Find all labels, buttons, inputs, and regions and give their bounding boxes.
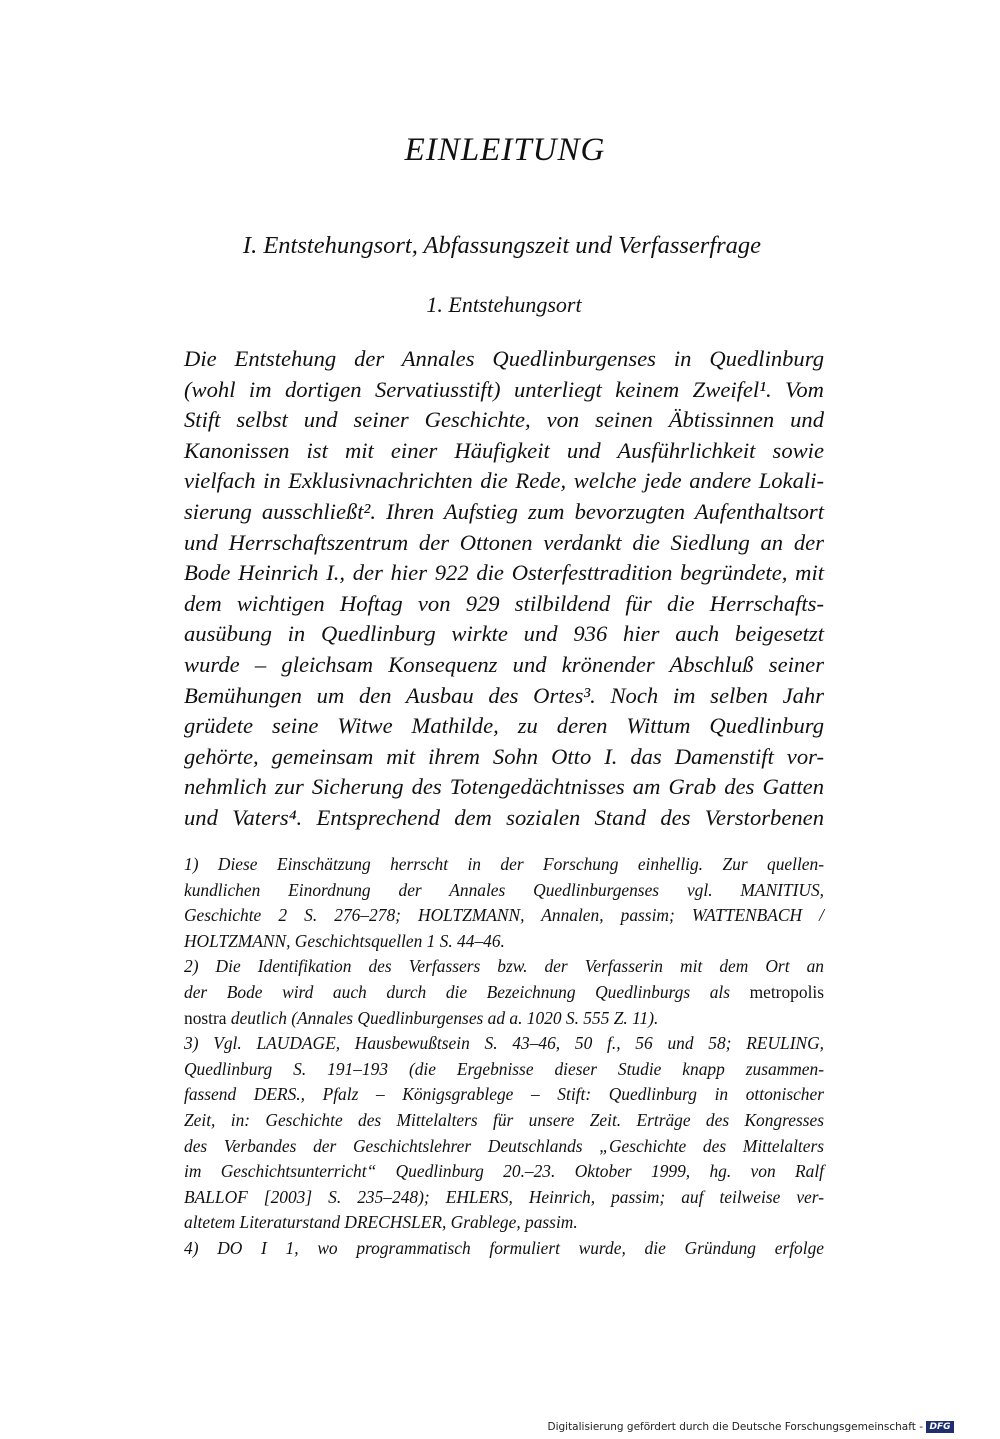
footnote-line: kundlichen Einordnung der Annales Quedlinburgenses vgl. MANITIUS, bbox=[184, 879, 824, 900]
body-line: gehörte, gemeinsam mit ihrem Sohn Otto I. das Damenstift vor- bbox=[184, 743, 824, 769]
body-line: dem wichtigen Hoftag von 929 stilbildend für die Herrschafts- bbox=[184, 590, 824, 616]
body-line: und Vaters⁴. Entsprechend dem sozialen Stand des Verstorbenen bbox=[184, 804, 824, 830]
footnote-line: HOLTZMANN, Geschichtsquellen 1 S. 44–46. bbox=[184, 930, 505, 951]
footnote-line: des Verbandes der Geschichtslehrer Deutschlands „Geschichte des Mittelalters bbox=[184, 1135, 824, 1156]
body-line: (wohl im dortigen Servatiusstift) unterliegt keinem Zweifel¹. Vom bbox=[184, 376, 824, 402]
body-line: Kanonissen ist mit einer Häufigkeit und Ausführlichkeit sowie bbox=[184, 437, 824, 463]
body-line: Stift selbst und seiner Geschichte, von seinen Äbtissinnen und bbox=[184, 407, 824, 433]
body-line: wurde – gleichsam Konsequenz und krönender Abschluß seiner bbox=[184, 651, 824, 677]
section-title: I. Entstehungsort, Abfassungszeit und Verfasserfrage bbox=[242, 232, 762, 259]
body-line: Bemühungen um den Ausbau des Ortes³. Noch im selben Jahr bbox=[184, 682, 824, 708]
chapter-title: EINLEITUNG bbox=[404, 132, 606, 168]
body-line: sierung ausschließt². Ihren Aufstieg zum bevorzugten Aufenthaltsort bbox=[184, 498, 824, 524]
footnote-line: 4) DO I 1, wo programmatisch formuliert wurde, die Gründung erfolge bbox=[184, 1237, 824, 1258]
digitization-credit bbox=[547, 1421, 954, 1433]
body-line: Bode Heinrich I., der hier 922 die Osterfesttradition begründete, mit bbox=[184, 560, 824, 586]
footnote-line: BALLOF [2003] S. 235–248); EHLERS, Heinrich, passim; auf teilweise ver- bbox=[184, 1186, 824, 1207]
body-line: ausübung in Quedlinburg wirkte und 936 hier auch beigesetzt bbox=[184, 621, 824, 647]
body-paragraph bbox=[184, 344, 824, 834]
footnote-line: fassend DERS., Pfalz – Königsgrablege – Stift: Quedlinburg in ottonischer bbox=[184, 1084, 824, 1105]
footnote-line: Geschichte 2 S. 276–278; HOLTZMANN, Annalen, passim; WATTENBACH / bbox=[184, 905, 824, 926]
footnote-line bbox=[184, 1006, 824, 1032]
footnote-line: 2) Die Identifikation des Verfassers bzw. der Verfasserin mit dem Ort an bbox=[184, 956, 824, 977]
footnote-line: altetem Literaturstand DRECHSLER, Grablege, passim. bbox=[184, 1212, 578, 1233]
footnote-line: im Geschichtsunterricht“ Quedlinburg 20.–23. Oktober 1999, hg. von Ralf bbox=[184, 1161, 824, 1182]
body-line: grüdete seine Witwe Mathilde, zu deren Wittum Quedlinburg bbox=[184, 713, 824, 739]
body-line: nehmlich zur Sicherung des Totengedächtnisses am Grab des Gatten bbox=[184, 774, 824, 800]
credit-text: Digitalisierung gefördert durch die Deutsche Forschungsgemeinschaft - bbox=[547, 1421, 923, 1433]
subsection-title: 1. Entstehungsort bbox=[426, 292, 582, 317]
footnote-text: deutlich (Annales Quedlinburgenses ad a. 1020 S. 555 Z. 11). bbox=[230, 1007, 659, 1028]
footnote-line bbox=[184, 980, 824, 1006]
footnotes bbox=[184, 852, 824, 1262]
footnote-line: 3) Vgl. LAUDAGE, Hausbewußtsein S. 43–46, 50 f., 56 und 58; REULING, bbox=[184, 1033, 824, 1054]
footnote-line: Quedlinburg S. 191–193 (die Ergebnisse dieser Studie knapp zusammen- bbox=[184, 1058, 824, 1079]
dfg-logo-icon: DFG bbox=[926, 1421, 954, 1433]
footnote-text: der Bode wird auch durch die Bezeichnung Quedlinburgs als bbox=[184, 981, 731, 1002]
latin-quote: nostra bbox=[184, 1007, 227, 1028]
footnote-line: 1) Diese Einschätzung herrscht in der Forschung einhellig. Zur quellen- bbox=[184, 854, 824, 874]
body-line: vielfach in Exklusivnachrichten die Rede, welche jede andere Lokali- bbox=[184, 468, 824, 494]
latin-quote: metropolis bbox=[749, 981, 824, 1002]
footnote-line: Zeit, in: Geschichte des Mittelalters für unsere Zeit. Erträge des Kongresses bbox=[184, 1109, 824, 1130]
body-line: und Herrschaftszentrum der Ottonen verdankt die Siedlung an der bbox=[184, 529, 824, 555]
body-line: Die Entstehung der Annales Quedlinburgenses in Quedlinburg bbox=[184, 346, 824, 371]
